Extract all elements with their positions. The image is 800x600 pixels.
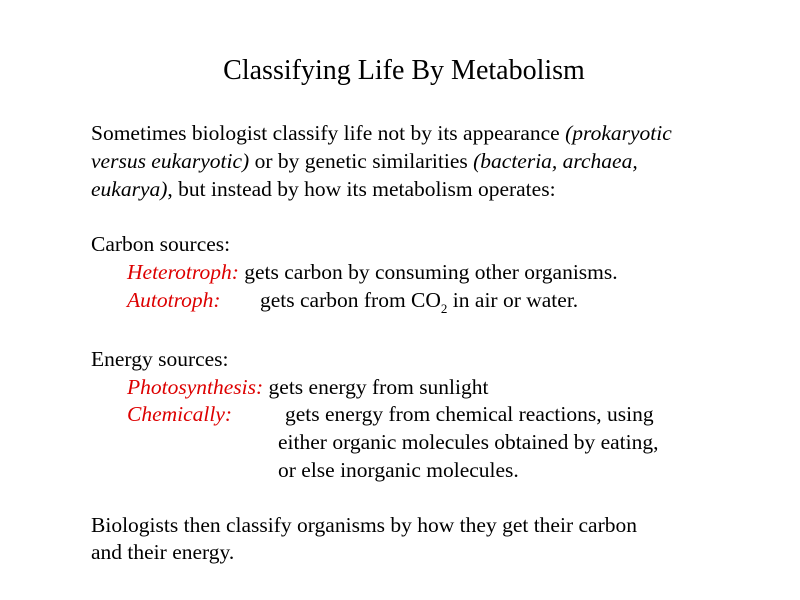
intro-line-1 xyxy=(91,119,672,147)
autotroph-desc: gets carbon from CO xyxy=(260,288,441,312)
conclusion-line-1: Biologists then classify organisms by how they get their carbon xyxy=(91,513,637,537)
autotroph-term: Autotroph: xyxy=(127,288,221,312)
carbon-heading: Carbon sources: xyxy=(91,232,231,256)
conclusion-line-2: and their energy. xyxy=(91,540,235,564)
intro-text: or by genetic similarities xyxy=(249,149,474,173)
intro-line-3 xyxy=(91,175,556,203)
autotroph-subscript: 2 xyxy=(440,301,448,316)
intro-italic-text: (prokaryotic xyxy=(565,121,672,145)
intro-line-2 xyxy=(91,147,638,175)
chemically-desc-line-3: or else inorganic molecules. xyxy=(278,458,519,482)
chemically-line xyxy=(127,400,654,428)
photosynthesis-term: Photosynthesis: xyxy=(127,375,264,399)
heterotroph-desc: gets carbon by consuming other organisms. xyxy=(238,260,618,284)
energy-heading: Energy sources: xyxy=(91,347,229,371)
slide-title: Classifying Life By Metabolism xyxy=(223,55,585,86)
intro-italic-text: eukarya) xyxy=(91,177,168,201)
intro-text: , but instead by how its metabolism operates: xyxy=(167,177,556,201)
heterotroph-term: Heterotroph: xyxy=(127,260,239,284)
photosynthesis-line xyxy=(127,373,488,401)
intro-italic-text: (bacteria, archaea, xyxy=(473,149,638,173)
intro-italic-text: versus eukaryotic) xyxy=(91,149,250,173)
chemically-desc: gets energy from chemical reactions, using xyxy=(285,402,654,426)
chemically-term: Chemically: xyxy=(127,402,233,426)
heterotroph-line xyxy=(127,258,618,286)
intro-text: Sometimes biologist classify life not by its appearance xyxy=(91,121,566,145)
chemically-desc-line-2: either organic molecules obtained by eating, xyxy=(278,430,659,454)
autotroph-line xyxy=(127,286,578,314)
photosynthesis-desc: gets energy from sunlight xyxy=(263,375,489,399)
autotroph-desc-end: in air or water. xyxy=(447,288,579,312)
